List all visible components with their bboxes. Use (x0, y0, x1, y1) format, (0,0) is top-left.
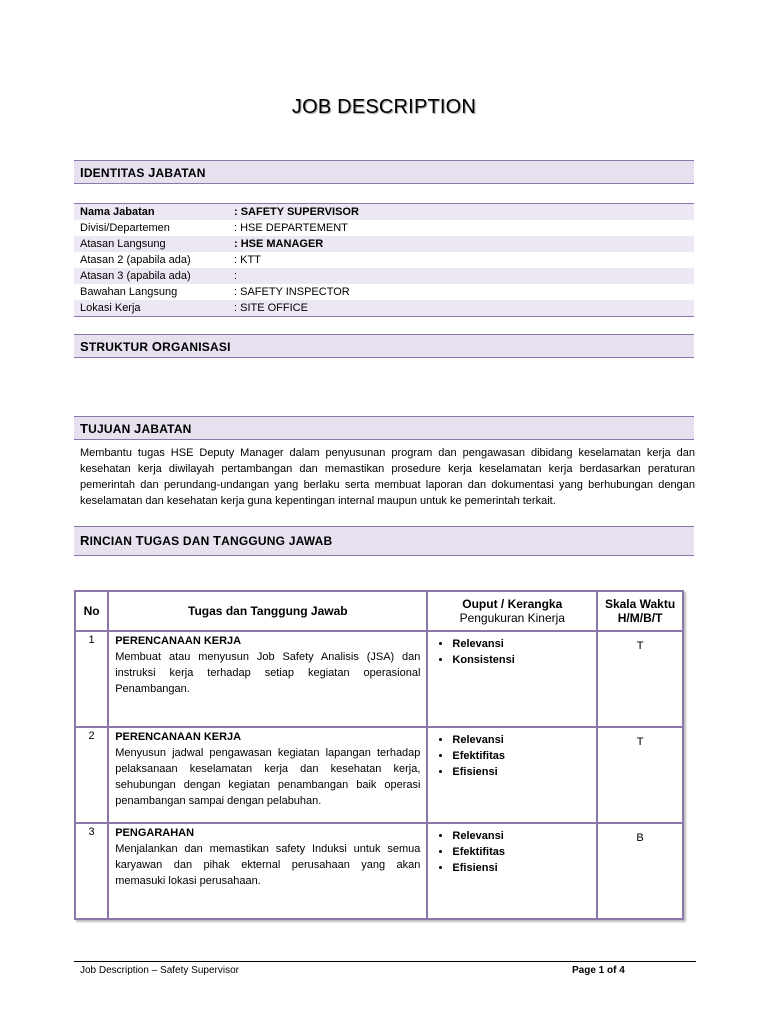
tasks-table (74, 590, 684, 920)
task-text: Membuat atau menyusun Job Safety Analisis (JSA) dan instruksi kerja terhadap setiap kegiatan operasional Penambangan. (115, 651, 421, 695)
identity-row (74, 236, 694, 252)
output-item: • Efektifitas (452, 748, 588, 764)
identity-value: : HSE MANAGER (228, 236, 694, 252)
section-heading: TUJUAN JABATAN (80, 421, 192, 436)
identity-label: Atasan Langsung (74, 236, 228, 252)
task-heading: PERENCANAAN KERJA (115, 731, 242, 743)
identity-row (74, 268, 694, 284)
row-number: 1 (75, 631, 108, 727)
identity-label: Lokasi Kerja (74, 300, 228, 317)
section-struktur-organisasi (74, 334, 694, 358)
identity-label: Divisi/Departemen (80, 222, 170, 234)
row-outputs (427, 823, 597, 919)
identity-label: Bawahan Langsung (80, 286, 178, 298)
identity-row (74, 220, 694, 236)
page-title: JOB DESCRIPTION (291, 96, 477, 118)
output-item: • Konsistensi (452, 652, 588, 668)
output-item: • Efisiensi (452, 860, 588, 876)
identity-value: : HSE DEPARTEMENT (234, 222, 348, 234)
footer-document-name: Job Description – Safety Supervisor (80, 965, 239, 976)
header-no: No (75, 591, 108, 631)
identity-value: : KTT (234, 254, 261, 266)
header-skala: Skala Waktu H/M/B/T (597, 591, 683, 631)
header-tugas: Tugas dan Tanggung Jawab (108, 591, 427, 631)
identity-row (74, 252, 694, 268)
identity-table (74, 203, 694, 317)
output-item: • Efektifitas (452, 844, 588, 860)
output-item: • Relevansi (452, 636, 588, 652)
row-description (108, 823, 427, 919)
table-row (75, 631, 683, 727)
identity-value: : SAFETY INSPECTOR (234, 286, 350, 298)
identity-label: Atasan 3 (apabila ada) (74, 268, 228, 284)
row-outputs (427, 727, 597, 823)
task-heading: PERENCANAAN KERJA (115, 635, 242, 647)
section-tujuan-jabatan (74, 416, 694, 440)
identity-row (74, 300, 694, 317)
row-description (108, 631, 427, 727)
identity-value: : (228, 268, 694, 284)
task-text: Menjalankan dan memastikan safety Induksi untuk semua karyawan dan pihak ekternal perusahaan yang akan memasuki lokasi perusahaan. (115, 843, 421, 887)
footer-page-number: Page 1 of 4 (572, 965, 625, 976)
row-time-scale: B (597, 823, 683, 919)
section-identitas-jabatan (74, 160, 694, 184)
section-heading: IDENTITAS JABATAN (80, 165, 206, 180)
row-number: 2 (75, 727, 108, 823)
row-number: 3 (75, 823, 108, 919)
table-row (75, 727, 683, 823)
row-outputs (427, 631, 597, 727)
identity-row (74, 204, 694, 221)
row-time-scale: T (597, 727, 683, 823)
row-time-scale: T (597, 631, 683, 727)
table-row (75, 823, 683, 919)
header-output: Ouput / Kerangka Pengukuran Kinerja (427, 591, 597, 631)
output-item: • Efisiensi (452, 764, 588, 780)
task-text: Menyusun jadwal pengawasan kegiatan lapangan terhadap pelaksanaan keselamatan kerja dan kesehatan kerja, sehubungan dengan kegiatan penambangan baik operasi penambangan sampai dengan pelabuhan. (115, 747, 421, 807)
identity-label: Atasan 2 (apabila ada) (80, 254, 191, 266)
tasks-header-row (75, 591, 683, 631)
identity-value: : SITE OFFICE (228, 300, 694, 317)
task-heading: PENGARAHAN (115, 827, 195, 839)
identity-label: Nama Jabatan (74, 204, 228, 221)
tujuan-paragraph: Membantu tugas HSE Deputy Manager dalam penyusunan program dan pengawasan dibidang keselamatan kerja dan kesehatan kerja diwilayah pertambangan dan memastikan prosedure kerja keselamatan kerja berdasarkan peraturan pemerintah dan perundang-undangan yang berlaku serta membuat laporan dan dokumentasi yang berhubungan dengan keselamatan dan kesehatan kerja guna kepentingan internal maupun untuk ke pemerintah terkait. (80, 447, 695, 507)
section-heading: RINCIAN TUGAS DAN TANGGUNG JAWAB (80, 533, 333, 548)
footer-divider (74, 961, 696, 962)
row-description (108, 727, 427, 823)
section-heading: STRUKTUR ORGANISASI (80, 339, 231, 354)
identity-row (74, 284, 694, 300)
output-item: • Relevansi (452, 828, 588, 844)
identity-value: : SAFETY SUPERVISOR (228, 204, 694, 221)
section-rincian-tugas (74, 526, 694, 556)
output-item: • Relevansi (452, 732, 588, 748)
